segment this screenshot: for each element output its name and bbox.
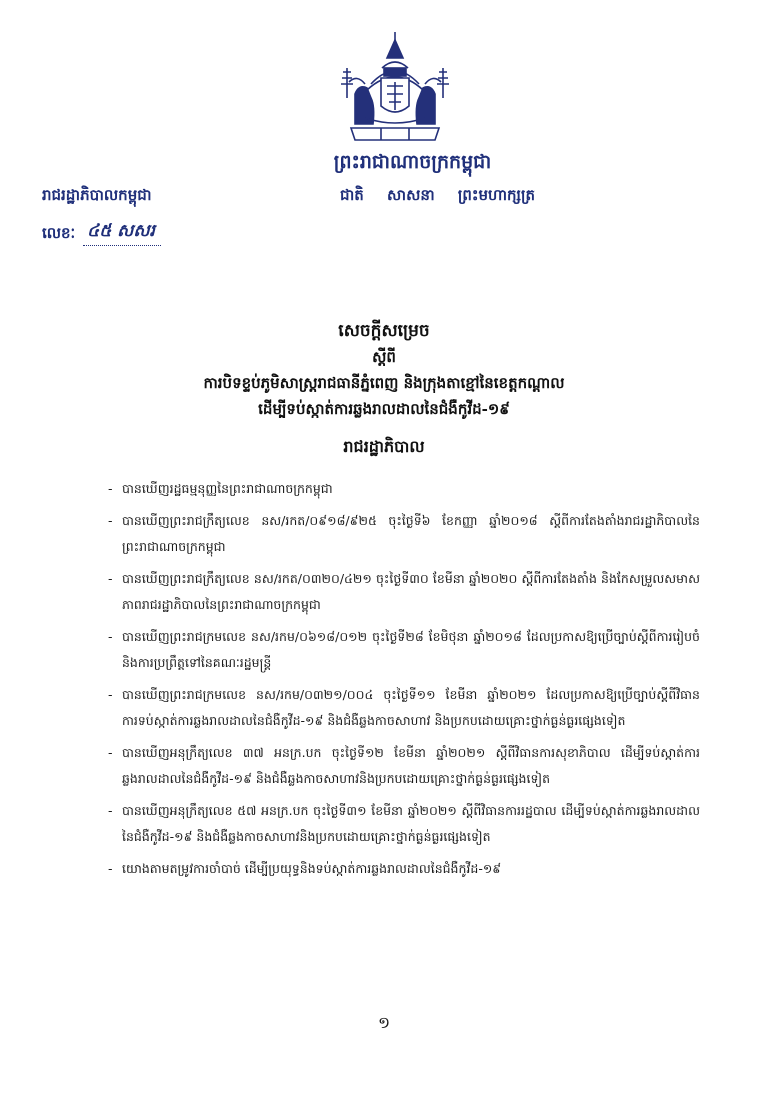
- list-item: [108, 508, 700, 560]
- list-item-text: យោងតាមតម្រូវការចាំបាច់ ដើម្បីប្រយុទ្ធនិងទប់ស្កាត់ការឆ្លងរាលដាលនៃជំងឺកូវីដ-១៩: [122, 861, 502, 876]
- list-item-text: បានឃើញរដ្ឋធម្មនុញ្ញនៃព្រះរាជាណាចក្រកម្ពុជា: [122, 481, 333, 496]
- document-number-value: ៤៥ សសរ: [83, 220, 161, 246]
- list-item: [108, 856, 700, 882]
- list-item: [108, 740, 700, 792]
- list-item-text: បានឃើញព្រះរាជក្រមលេខ នស/រកម/០៦១៨/០១២ ចុះថ្ងៃទី២៨ ខែមិថុនា ឆ្នាំ២០១៨ ដែលប្រកាសឱ្យប្រើច្បាប់ស្តីពីការរៀបចំ និងការប្រព្រឹត្តទៅនៃគណៈរដ្ឋមន្ត្រី: [122, 629, 700, 670]
- list-bullet: -: [108, 861, 113, 876]
- list-item-text: បានឃើញអនុក្រឹត្យលេខ ៥៧ អនក្រ.បក ចុះថ្ងៃទី៣១ ខែមីនា ឆ្នាំ២០២១ ស្តីពីវិធានការរដ្ឋបាល ដើម្បីទប់ស្កាត់ការឆ្លងរាលដាលនៃជំងឺកូវីដ-១៩ និងជំងឺឆ្លងកាចសាហាវនិងប្រកបដោយគ្រោះថ្នាក់ធ្ងន់ធ្ងរផ្សេងទៀត: [122, 803, 700, 844]
- title-regarding: ស្តីពី: [372, 348, 396, 366]
- considerations-list: [108, 476, 700, 888]
- motto-religion: សាសនា: [387, 186, 435, 204]
- title-royal-government: រាជរដ្ឋាភិបាល: [343, 437, 425, 456]
- list-bullet: -: [108, 629, 113, 644]
- list-bullet: -: [108, 481, 113, 496]
- list-item-text: បានឃើញព្រះរាជក្រឹត្យលេខ នស/រកត/០៣២០/៤២១ ចុះថ្ងៃទី៣០ ខែមីនា ឆ្នាំ២០២០ ស្តីពីការតែងតាំង និងកែសម្រួលសមាសភាពរាជរដ្ឋាភិបាលនៃព្រះរាជាណាចក្រកម្ពុជា: [122, 571, 700, 612]
- list-item-text: បានឃើញព្រះរាជក្រមលេខ នស/រកម/០៣២១/០០៤ ចុះថ្ងៃទី១១ ខែមីនា ឆ្នាំ២០២១ ដែលប្រកាសឱ្យប្រើច្បាប់ស្តីពីវិធានការទប់ស្កាត់ការឆ្លងរាលដាលនៃជំងឺកូវីដ-១៩ និងជំងឺឆ្លងកាចសាហាវ និងប្រកបដោយគ្រោះថ្នាក់ធ្ងន់ធ្ងរផ្សេងទៀត: [122, 687, 700, 728]
- list-item: [108, 682, 700, 734]
- list-bullet: -: [108, 571, 113, 586]
- motto-nation: ជាតិ: [340, 186, 364, 204]
- list-item-text: បានឃើញអនុក្រឹត្យលេខ ៣៧ អនក្រ.បក ចុះថ្ងៃទី១២ ខែមីនា ឆ្នាំ២០២១ ស្តីពីវិធានការសុខាភិបាល ដើម្បីទប់ស្កាត់ការឆ្លងរាលដាលនៃជំងឺកូវីដ-១៩ និងជំងឺឆ្លងកាចសាហាវនិងប្រកបដោយគ្រោះថ្នាក់ធ្ងន់ធ្ងរផ្សេងទៀត: [122, 745, 700, 786]
- kingdom-title: ព្រះរាជាណាចក្រកម្ពុជា: [333, 151, 492, 173]
- document-number-label: លេខៈ: [42, 224, 76, 242]
- royal-coat-of-arms-icon: [335, 28, 455, 146]
- title-decision: សេចក្តីសម្រេច: [338, 321, 430, 341]
- title-subject-line-1: ការបិទខ្ទប់ភូមិសាស្ត្ររាជធានីភ្នំពេញ និងក្រុងតាខ្មៅនៃខេត្តកណ្តាល: [203, 374, 565, 392]
- document-number: [42, 220, 161, 246]
- list-item: [108, 476, 700, 502]
- page-number: ១: [377, 1013, 391, 1032]
- list-item: [108, 566, 700, 618]
- national-motto: [340, 186, 535, 208]
- list-bullet: -: [108, 687, 113, 702]
- list-bullet: -: [108, 803, 113, 818]
- list-item-text: បានឃើញព្រះរាជក្រឹត្យលេខ នស/រកត/០៩១៨/៩២៥ ចុះថ្ងៃទី៦ ខែកញ្ញា ឆ្នាំ២០១៨ ស្តីពីការតែងតាំងរាជរដ្ឋាភិបាលនៃព្រះរាជាណាចក្រកម្ពុជា: [122, 513, 700, 554]
- list-bullet: -: [108, 745, 113, 760]
- list-item: [108, 798, 700, 850]
- issuing-government: រាជរដ្ឋាភិបាលកម្ពុជា: [42, 186, 152, 204]
- list-item: [108, 624, 700, 676]
- decision-title: [100, 318, 668, 460]
- title-subject-line-2: ដើម្បីទប់ស្កាត់ការឆ្លងរាលដាលនៃជំងឺកូវីដ-១៩: [258, 400, 510, 418]
- motto-king: ព្រះមហាក្សត្រ: [457, 186, 535, 204]
- list-bullet: -: [108, 513, 113, 528]
